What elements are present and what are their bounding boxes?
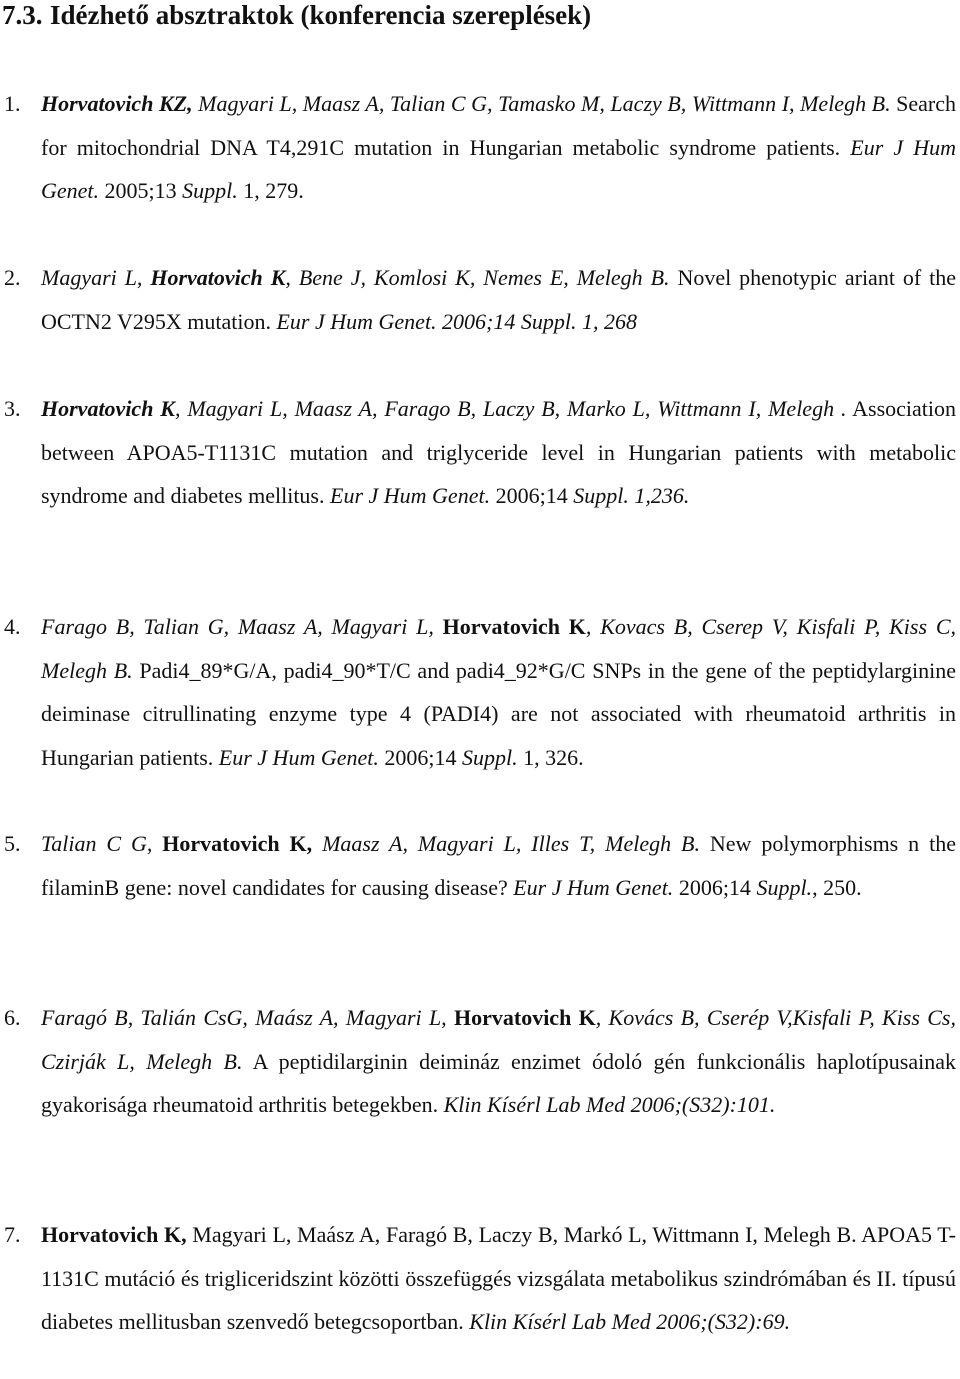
reference-text	[41, 996, 956, 1127]
section-heading	[2, 0, 591, 30]
reference-number: 7.	[4, 1222, 21, 1247]
reference-text-run: Suppl.	[462, 744, 518, 770]
reference-text-run: Maasz A, Magyari L, Illes T, Melegh B.	[312, 831, 700, 856]
reference-text-run: Klin Kísérl Lab Med 2006;(S32):101.	[443, 1092, 776, 1117]
reference-number: 5.	[4, 831, 21, 856]
reference-text	[41, 822, 956, 909]
reference-text	[41, 387, 956, 518]
reference-text-run: Eur J Hum Genet. 2006;14 Suppl. 1, 268	[276, 308, 637, 334]
reference-text-run: , 250.	[812, 874, 862, 900]
reference-text	[41, 256, 956, 343]
reference-text	[41, 82, 956, 213]
reference-number: 2.	[4, 265, 21, 290]
section-number: 7.3.	[2, 0, 43, 30]
reference-number: 1.	[4, 91, 21, 116]
reference-number: 4.	[4, 614, 21, 639]
reference-text-run: 1, 279.	[237, 178, 304, 203]
reference-text-run: Eur J Hum Genet.	[41, 134, 956, 203]
reference-text-run: Magyari L,	[41, 265, 151, 290]
reference-text-run: Magyari L, Maász A, Faragó B, Laczy B, Markó L, Wittmann I, Melegh B. APOA5 T-1131C mutáció és trigliceridszint közötti összefüggés vizsgálata metabolikus szindrómában és II. típusú diabetes mellitusban szenvedő betegcsoportban.	[41, 1222, 956, 1334]
reference-text-run: Horvatovich K	[150, 265, 286, 290]
reference-text-run: Horvatovich K,	[41, 1222, 187, 1247]
reference-text	[41, 605, 956, 779]
reference-text-run: Suppl. 1,236.	[573, 483, 690, 508]
reference-text-run: 2006;14	[490, 483, 574, 508]
reference-text-run: Horvatovich KZ,	[41, 91, 193, 116]
reference-text	[41, 1213, 956, 1344]
reference-text-run: , Bene J, Komlosi K, Nemes E, Melegh B.	[285, 265, 670, 290]
reference-text-run: A peptidilarginin deimináz enzimet ódoló gén funkcionális haplotípusainak gyakorisága rheumatoid arthritis betegekben.	[41, 1048, 956, 1117]
reference-text-run: Suppl.	[182, 178, 238, 203]
reference-text-run: Horvatovich K	[41, 396, 175, 421]
reference-text-run: Horvatovich K,	[162, 831, 313, 856]
reference-text-run: Magyari L, Maasz A, Talian C G, Tamasko M, Laczy B, Wittmann I, Melegh B.	[192, 91, 891, 116]
reference-text-run: Search for mitochondrial DNA T4,291C mutation in Hungarian metabolic syndrome patients.	[41, 91, 956, 160]
reference-text-run: , Magyari L, Maasz A, Farago B, Laczy B, Marko L, Wittmann I, Melegh .	[174, 396, 847, 421]
reference-text-run: Padi4_89*G/A, padi4_90*T/C and padi4_92*G/C SNPs in the gene of the peptidylarginine deiminase citrullinating enzyme type 4 (PADI4) are not associated with rheumatoid arthritis in Hungarian patients.	[41, 657, 957, 770]
reference-text-run: 1, 326.	[517, 744, 584, 770]
reference-text-run: 2006;14	[378, 744, 462, 770]
section-title: Idézhető absztraktok (konferencia szereplések)	[50, 0, 592, 30]
reference-text-run: Horvatovich K	[453, 1005, 596, 1030]
reference-text-run: Klin Kísérl Lab Med 2006;(S32):69.	[469, 1309, 791, 1334]
reference-text-run: Association between APOA5-T1131C mutation and triglyceride level in Hungarian patients with metabolic syndrome and diabetes mellitus.	[41, 396, 956, 508]
reference-number: 3.	[4, 396, 21, 421]
reference-text-run: Farago B, Talian G, Maasz A, Magyari L,	[41, 614, 443, 639]
reference-text-run: Eur J Hum Genet.	[513, 874, 674, 900]
reference-text-run: Novel phenotypic ariant of the OCTN2 V295X mutation.	[41, 265, 956, 334]
reference-text-run: Horvatovich K	[442, 614, 586, 639]
reference-text-run: 2006;14	[673, 874, 757, 900]
reference-text-run: Eur J Hum Genet.	[330, 483, 491, 508]
reference-text-run: , Kovacs B, Cserep V, Kisfali P, Kiss C, Melegh B.	[41, 614, 956, 683]
reference-text-run: Faragó B, Talián CsG, Maász A, Magyari L,	[41, 1005, 454, 1030]
reference-text-run: 2005;13	[99, 178, 183, 203]
reference-text-run: Suppl.	[756, 874, 813, 900]
reference-text-run: New polymorphisms n the filaminB gene: novel candidates for causing disease?	[41, 831, 956, 900]
reference-text-run: Talian C G,	[41, 831, 163, 856]
reference-text-run: Eur J Hum Genet.	[218, 744, 379, 770]
reference-number: 6.	[4, 1005, 21, 1030]
reference-text-run: , Kovács B, Cserép V,Kisfali P, Kiss Cs, Czirják L, Melegh B.	[41, 1005, 956, 1074]
